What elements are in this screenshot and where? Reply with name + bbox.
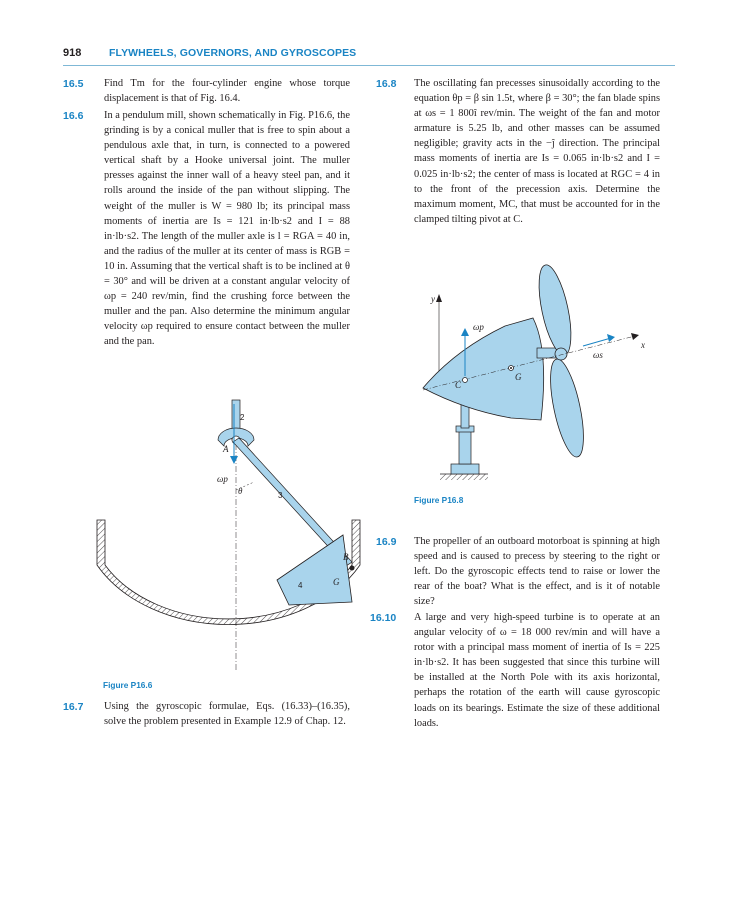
problem-number: 16.9	[376, 536, 397, 548]
fan-blade-bottom	[544, 356, 590, 459]
problem-text: Using the gyroscopic formulae, Eqs. (16.33)–(16.35), solve the problem presented in Example 12.9 of Chap. 12.	[104, 701, 350, 728]
page-number: 918	[63, 47, 82, 59]
figure-caption: Figure P16.6	[103, 680, 153, 690]
chapter-title: FLYWHEELS, GOVERNORS, AND GYROSCOPES	[109, 47, 357, 59]
label-point-g: G	[333, 577, 340, 587]
figure-p16-8	[415, 250, 675, 500]
problem-text: In a pendulum mill, shown schematically in Fig. P16.6, the grinding is by a conical muller that is free to spin about a pendulous axle that, in turn, is connected to a powered vertical shaft by a Hooke universal joint. The muller presses against the inner wall of a heavy steel pan, and it rolls around the inside of the pan without slipping. The weight of the muller is W = 980 lb; its principal mass moments of inertia are Is = 121 in·lb·s2 and I = 88 in·lb·s2. The length of the muller axle is l = RGA = 40 in, and the radius of the muller at its center of mass is RGB = 10 in. Assuming that the vertical shaft is to be inclined at θ = 30° and will be driven at a constant angular velocity of ωp = 240 rev/min, find the crushing force between the muller and the pan. Also determine the minimum angular velocity ωp required to ensure contact between the muller and the pan.	[104, 110, 350, 348]
label-link-3: 3	[278, 491, 283, 500]
fan-body	[423, 318, 544, 420]
running-header	[63, 45, 675, 66]
problem-text: The propeller of an outboard motorboat is spinning at high speed and is caused to precess by steering to the right or left. Do the gyroscopic effects tend to raise or lower the rear of the boat? What is the effect, and is it of notable size?	[414, 536, 660, 608]
label-point-a: A	[223, 444, 229, 454]
problem-number: 16.7	[63, 701, 84, 713]
fan-stand	[459, 430, 471, 464]
label-omega-s: ωs	[593, 350, 603, 360]
conical-muller	[277, 535, 352, 605]
problem-text: The oscillating fan precesses sinusoidally according to the equation θp = β sin 1.5t, where β = 30°; the fan blade spins at ωs = 1 800î rev/min. The weight of the fan and motor armature is 5.25 lb, and other masses can be assumed negligible; gravity acts in the −ĵ direction. The principal mass moments of inertia are Is = 0.065 in·lb·s2 and I = 0.025 in·lb·s2; the center of mass is located at RGC = 4 in to the front of the precession axis. Determine the maximum moment, MC, that must be accounted for in the clamped tilting pivot at C.	[414, 78, 660, 225]
label-omega-p: ωp	[473, 322, 484, 332]
problem-number: 16.10	[370, 612, 397, 624]
label-y-axis: y	[431, 294, 435, 304]
label-omega-p: ωp	[217, 474, 228, 484]
label-link-2: 2	[240, 413, 245, 422]
figure-p16-6	[90, 390, 370, 690]
problem-number: 16.5	[63, 78, 84, 90]
label-point-b: B	[343, 552, 349, 562]
figure-caption: Figure P16.8	[414, 495, 464, 505]
fan-base	[451, 464, 479, 474]
label-point-c: C	[455, 380, 462, 390]
label-link-4: 4	[298, 581, 303, 590]
problem-text: A large and very high-speed turbine is to operate at an angular velocity of ω = 18 000 rev/min and will have a rotor with a principal mass moment of inertia of Is = 225 in·lb·s2. It has been suggested that since this turbine will be installed at the North Pole with its axis horizontal, perhaps the rotation of the earth will cause gyroscopic loads on its bearings. Estimate the size of these additional loads.	[414, 612, 660, 729]
problem-number: 16.6	[63, 110, 84, 122]
label-point-g: G	[515, 372, 522, 382]
problem-text: Find Tm for the four-cylinder engine whose torque displacement is that of Fig. 16.4.	[104, 78, 350, 105]
problem-number: 16.8	[376, 78, 397, 90]
label-theta: θ	[238, 486, 243, 496]
label-x-axis: x	[641, 340, 645, 350]
